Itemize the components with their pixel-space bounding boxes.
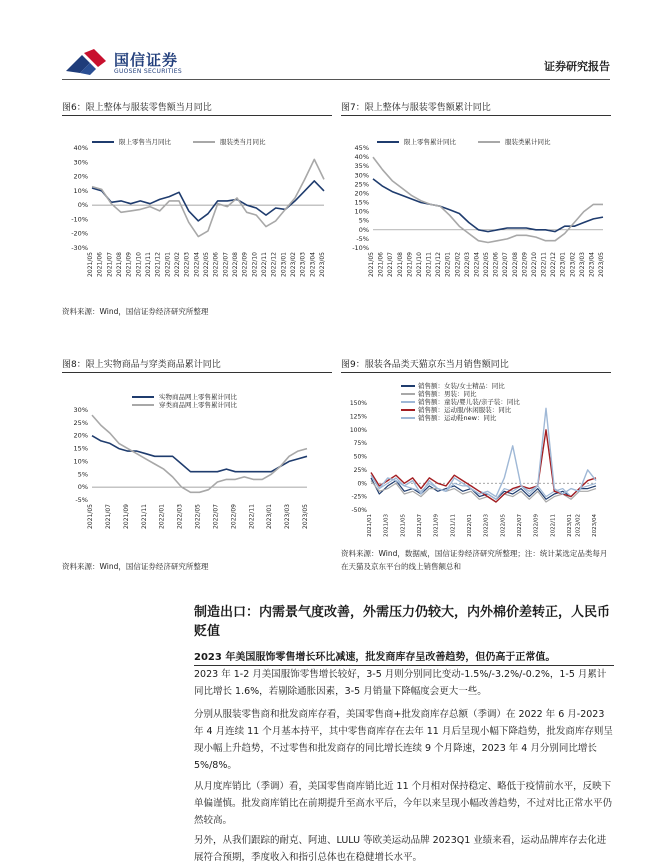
legend-item xyxy=(401,414,520,422)
figure-9-title: 图9：服装各品类天猫京东当月销售额同比 xyxy=(341,357,611,373)
x-tick-label: 2021/07 xyxy=(387,252,395,277)
x-tick-label: 2023/05 xyxy=(302,504,309,529)
figure-6-title: 图6：限上整体与服装零售额当月同比 xyxy=(62,100,332,116)
x-tick-label: 2022/08 xyxy=(511,252,519,277)
chart-6 xyxy=(62,118,332,298)
figure-9-source: 资料来源：Wind，数据威，国信证券经济研究所整理；注：统计某选定品类每月在天猫及京东平台的线上销售额总和 xyxy=(341,549,608,571)
x-tick-label: 2022/01 xyxy=(164,252,172,277)
y-tick-label: -5% xyxy=(75,496,88,504)
legend-swatch xyxy=(193,141,215,143)
x-tick-label: 2022/09 xyxy=(230,504,238,529)
x-tick-label: 2022/01 xyxy=(467,514,473,537)
x-tick-label: 2022/01 xyxy=(158,504,166,529)
x-tick-label: 2022/05 xyxy=(203,252,210,277)
figure-8-title: 图8：限上实物商品与穿类商品累计同比 xyxy=(62,357,332,373)
report-type-label: 证券研究报告 xyxy=(544,60,610,73)
x-tick-label: 2022/10 xyxy=(251,252,259,277)
legend-item xyxy=(92,138,171,146)
y-tick-label: 40% xyxy=(73,144,88,152)
x-tick-label: 2022/09 xyxy=(533,514,540,537)
series-line-1 xyxy=(373,179,603,232)
x-tick-label: 2022/02 xyxy=(174,252,181,277)
x-tick-label: 2023/01 xyxy=(559,252,567,277)
legend-item xyxy=(377,138,456,146)
legend-label: 穿类商品网上零售累计同比 xyxy=(159,401,237,409)
y-tick-label: 10% xyxy=(354,207,369,216)
guosen-logo-icon xyxy=(64,47,108,77)
y-tick-label: 15% xyxy=(354,198,369,207)
y-tick-label: -50% xyxy=(351,507,367,514)
x-tick-label: 2022/03 xyxy=(183,252,191,277)
x-tick-label: 2021/12 xyxy=(435,252,443,277)
x-tick-label: 2021/09 xyxy=(125,252,133,277)
y-tick-label: 10% xyxy=(73,457,88,466)
legend-label: 销售额：男装：同比 xyxy=(418,390,477,398)
x-tick-label: 2022/11 xyxy=(540,252,548,277)
legend-item xyxy=(401,398,520,406)
x-tick-label: 2023/04 xyxy=(588,252,596,277)
paragraph-3: 从月度库销比（季调）看，美国零售商库销比近 11 个月相对保持稳定、略低于疫情前水平，反映下单偏谨慎。批发商库销比在前期提升至高水平后，今年以来呈现小幅改善趋势，不过对比正常水平仍然较高。 xyxy=(194,781,613,826)
x-tick-label: 2021/09 xyxy=(406,252,414,277)
legend-swatch xyxy=(401,417,415,419)
y-tick-label: 30% xyxy=(73,406,88,414)
x-tick-label: 2022/04 xyxy=(473,252,481,277)
x-tick-label: 2022/06 xyxy=(212,252,220,277)
x-tick-label: 2022/08 xyxy=(232,252,239,277)
x-tick-label: 2022/03 xyxy=(463,252,471,277)
x-tick-label: 2021/08 xyxy=(116,252,123,277)
y-tick-label: 30% xyxy=(354,171,369,180)
x-tick-label: 2021/07 xyxy=(104,504,112,529)
y-tick-label: 0% xyxy=(77,201,88,210)
figure-6 xyxy=(62,100,332,116)
x-tick-label: 2023/01 xyxy=(567,514,573,537)
x-tick-label: 2023/02 xyxy=(575,514,582,537)
x-tick-label: 2022/11 xyxy=(550,514,557,537)
figure-8-source: 资料来源：Wind，国信证券经济研究所整理 xyxy=(62,562,209,571)
logo-chinese-name: 国信证券 xyxy=(114,51,179,69)
chart-8 xyxy=(62,375,332,545)
series-line-2 xyxy=(92,415,307,492)
figure-9 xyxy=(341,357,611,373)
header-divider xyxy=(62,79,610,80)
y-tick-label: 5% xyxy=(77,470,88,479)
x-tick-label: 2023/05 xyxy=(598,252,605,277)
x-tick-label: 2022/12 xyxy=(550,252,558,277)
section-heading: 制造出口：内需景气度改善，外需压力仍较大，内外棉价差转正，人民币贬值 xyxy=(194,605,611,639)
legend-label: 销售额：运动鞋new：同比 xyxy=(418,414,497,422)
paragraph-4: 另外，从我们跟踪的耐克、阿迪、LULU 等欧美运动品牌 2023Q1 业绩来看，运动品牌库存去化进展符合预期，季度收入和指引总体也在稳健增长水平。 xyxy=(194,835,607,863)
series-line-1 xyxy=(92,436,307,472)
legend-label: 限上零售累计同比 xyxy=(404,138,456,146)
y-tick-label: 10% xyxy=(73,186,88,195)
legend-label: 限上零售当月同比 xyxy=(119,138,171,146)
paragraph-1: 2023 年 1-2 月美国服饰零售增长较好，3-5 月则分别同比变动-1.5%/-3.2%/-0.2%，1-5 月累计同比增长 1.6%，若剔除通胀因素，3-5 月销量下降幅度会更大一些。 xyxy=(194,669,607,697)
x-tick-label: 2023/03 xyxy=(299,252,307,277)
y-tick-label: 75% xyxy=(353,440,367,448)
x-tick-label: 2022/11 xyxy=(261,252,268,277)
legend-item xyxy=(401,406,520,414)
x-tick-label: 2022/04 xyxy=(193,252,201,277)
legend-item xyxy=(478,138,551,146)
legend-label: 服装类当月同比 xyxy=(220,138,266,146)
y-tick-label: 150% xyxy=(349,400,367,407)
x-tick-label: 2022/07 xyxy=(222,252,230,277)
x-tick-label: 2021/05 xyxy=(400,514,407,537)
y-tick-label: 0% xyxy=(358,225,369,234)
legend-swatch xyxy=(401,401,415,403)
legend-item xyxy=(132,393,237,401)
legend-label: 销售额：童装/婴儿装/亲子装：同比 xyxy=(418,398,520,406)
y-tick-label: 0% xyxy=(357,480,367,488)
x-tick-label: 2023/01 xyxy=(280,252,288,277)
y-tick-label: 25% xyxy=(73,418,88,427)
y-tick-label: 40% xyxy=(354,153,369,162)
x-tick-label: 2022/05 xyxy=(194,504,202,529)
chart-7 xyxy=(341,118,611,298)
y-tick-label: -10% xyxy=(71,215,88,224)
paragraph-2: 分别从服装零售商和批发商库存看，美国零售商+批发商库存总额（季调）在 2022 年 6 月-2023 年 4 月连续 11 个月基本持平，其中零售商库存在去年 11 月后呈现小幅下降趋势，批发商库存则呈现小幅上升趋势，不过零售和批发商存的同比增长连续 9 个月降速，2023 年 4 月分别同比增长 5%/8%。 xyxy=(194,709,613,771)
figure-7-title: 图7：限上整体与服装零售额累计同比 xyxy=(341,100,611,116)
legend-label: 销售额：运动服/休闲服装：同比 xyxy=(418,406,512,414)
legend-item xyxy=(193,138,266,146)
x-tick-label: 2022/09 xyxy=(521,252,529,277)
x-tick-label: 2021/05 xyxy=(87,252,94,277)
legend-item xyxy=(401,382,520,390)
y-tick-label: 30% xyxy=(73,158,88,167)
y-tick-label: 50% xyxy=(353,453,367,461)
y-tick-label: 0% xyxy=(77,483,88,492)
x-tick-label: 2021/06 xyxy=(377,252,385,277)
y-tick-label: 125% xyxy=(349,413,367,421)
x-tick-label: 2022/07 xyxy=(517,514,523,537)
x-tick-label: 2021/03 xyxy=(383,514,390,537)
legend-label: 销售额：女装/女士精品：同比 xyxy=(418,382,505,390)
x-tick-label: 2021/09 xyxy=(122,504,130,529)
x-tick-label: 2022/06 xyxy=(492,252,500,277)
x-tick-label: 2021/06 xyxy=(96,252,104,277)
legend-swatch xyxy=(132,396,154,398)
x-tick-label: 2022/09 xyxy=(241,252,249,277)
chart-legend xyxy=(92,138,266,146)
x-tick-label: 2021/07 xyxy=(106,252,114,277)
x-tick-label: 2021/10 xyxy=(135,252,143,277)
x-tick-label: 2021/11 xyxy=(140,504,148,529)
y-tick-label: 45% xyxy=(354,144,369,152)
legend-swatch xyxy=(92,141,114,143)
x-tick-label: 2022/05 xyxy=(500,514,507,537)
y-tick-label: -10% xyxy=(352,244,369,252)
x-tick-label: 2022/10 xyxy=(530,252,538,277)
y-tick-label: -20% xyxy=(71,229,88,238)
x-tick-label: 2021/05 xyxy=(368,252,375,277)
y-tick-label: 15% xyxy=(73,444,88,453)
x-tick-label: 2022/07 xyxy=(502,252,510,277)
y-tick-label: 25% xyxy=(353,466,367,474)
x-tick-label: 2021/09 xyxy=(433,514,440,537)
x-tick-label: 2023/02 xyxy=(290,252,297,277)
legend-item xyxy=(401,390,520,398)
x-tick-label: 2022/11 xyxy=(248,504,256,529)
x-tick-label: 2022/12 xyxy=(270,252,278,277)
x-tick-label: 2023/03 xyxy=(578,251,586,277)
y-tick-label: 20% xyxy=(73,431,88,440)
x-tick-label: 2022/03 xyxy=(483,514,490,537)
y-tick-label: 25% xyxy=(354,180,369,189)
x-tick-label: 2021/01 xyxy=(367,514,373,537)
legend-swatch xyxy=(377,141,399,143)
legend-swatch xyxy=(401,393,415,395)
figure-7 xyxy=(341,100,611,116)
y-tick-label: 35% xyxy=(354,162,369,171)
x-tick-label: 2022/07 xyxy=(212,504,220,529)
logo-english-name: GUOSEN SECURITIES xyxy=(114,68,183,75)
guosen-logo xyxy=(64,44,192,80)
legend-label: 实物商品网上零售累计同比 xyxy=(159,393,237,401)
chart-legend xyxy=(401,382,520,422)
chart-legend xyxy=(132,393,237,409)
x-tick-label: 2021/05 xyxy=(87,504,94,529)
x-tick-label: 2022/01 xyxy=(444,252,452,277)
figure-6-source: 资料来源：Wind，国信证券经济研究所整理 xyxy=(62,307,209,316)
y-tick-label: 20% xyxy=(354,189,369,198)
series-line-1 xyxy=(92,181,324,221)
y-tick-label: 100% xyxy=(349,426,367,434)
legend-swatch xyxy=(132,404,154,406)
y-tick-label: 5% xyxy=(358,216,369,225)
x-tick-label: 2021/07 xyxy=(417,514,423,537)
legend-label: 服装类累计同比 xyxy=(505,138,551,146)
y-tick-label: -5% xyxy=(356,234,369,243)
y-tick-label: -30% xyxy=(71,244,88,252)
y-tick-label: 20% xyxy=(73,172,88,181)
legend-item xyxy=(132,401,237,409)
chart-9 xyxy=(341,375,611,545)
chart-legend xyxy=(377,138,551,146)
series-line-2 xyxy=(92,159,324,236)
x-tick-label: 2021/08 xyxy=(396,252,404,277)
x-tick-label: 2021/10 xyxy=(415,252,423,277)
x-tick-label: 2023/03 xyxy=(284,504,292,529)
x-tick-label: 2023/04 xyxy=(309,251,317,277)
y-tick-label: -25% xyxy=(351,493,367,501)
legend-swatch xyxy=(478,141,500,143)
x-tick-label: 2021/12 xyxy=(154,252,162,277)
x-tick-label: 2023/04 xyxy=(592,514,598,537)
x-tick-label: 2021/11 xyxy=(145,252,152,277)
x-tick-label: 2022/03 xyxy=(176,504,184,529)
x-tick-label: 2021/11 xyxy=(425,252,433,277)
section-subheading: 2023 年美国服饰零售增长环比减速，批发商库存呈改善趋势，但仍高于正常值。 xyxy=(194,648,614,666)
x-tick-label: 2023/05 xyxy=(319,252,326,277)
figure-8 xyxy=(62,357,332,373)
x-tick-label: 2022/02 xyxy=(454,252,462,277)
x-tick-label: 2022/05 xyxy=(483,252,490,277)
x-tick-label: 2023/02 xyxy=(569,252,577,277)
legend-swatch xyxy=(401,409,415,411)
x-tick-label: 2023/01 xyxy=(266,504,274,529)
legend-swatch xyxy=(401,385,415,387)
x-tick-label: 2021/11 xyxy=(450,514,457,537)
